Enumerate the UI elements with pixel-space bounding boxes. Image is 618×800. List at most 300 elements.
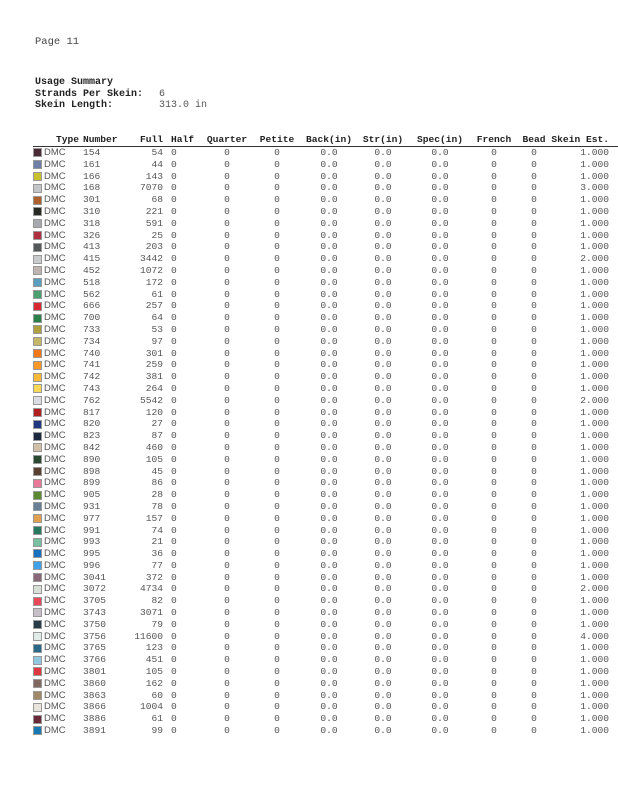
french-count: 0: [491, 430, 497, 442]
table-row: [33, 477, 618, 489]
thread-number: 3041: [83, 571, 107, 583]
bead-count: 0: [531, 194, 537, 206]
color-swatch-icon: [33, 726, 42, 735]
bead-count: 0: [531, 548, 537, 560]
color-swatch-icon: [33, 443, 42, 452]
straight-length: 0.0: [374, 205, 392, 217]
half-count: 0: [171, 536, 177, 548]
type-wrapper: [33, 336, 83, 348]
bead-count: 0: [531, 217, 537, 229]
half-count: 0: [171, 654, 177, 666]
half-count: 0: [171, 158, 177, 170]
thread-type: DMC: [44, 170, 66, 182]
color-swatch-icon: [33, 302, 42, 311]
french-count: 0: [491, 253, 497, 265]
french-count: 0: [491, 147, 497, 158]
bead-count: 0: [531, 347, 537, 359]
thread-type: DMC: [44, 453, 66, 465]
full-count: 123: [145, 642, 163, 654]
type-cell: [33, 607, 83, 619]
back-length: 0.0: [320, 430, 338, 442]
special-length: 0.0: [431, 524, 449, 536]
table-row: [33, 678, 618, 690]
french-count: 0: [491, 312, 497, 324]
skein-estimate: 1.000: [580, 524, 609, 536]
quarter-count: 0: [224, 583, 230, 595]
thread-type: DMC: [44, 323, 66, 335]
french-count: 0: [491, 300, 497, 312]
type-wrapper: [33, 418, 83, 430]
back-length: 0.0: [320, 182, 338, 194]
thread-type: DMC: [44, 642, 66, 654]
thread-number: 3072: [83, 583, 107, 595]
skein-estimate: 1.000: [580, 288, 609, 300]
bead-count: 0: [531, 666, 537, 678]
type-wrapper: [33, 513, 83, 525]
half-count: 0: [171, 229, 177, 241]
skein-estimate: 3.000: [580, 182, 609, 194]
color-swatch-icon: [33, 573, 42, 582]
skein-length-label: Skein Length:: [35, 100, 114, 111]
type-cell: [33, 725, 83, 737]
type-cell: [33, 159, 83, 171]
thread-type: DMC: [44, 583, 66, 595]
table-row: [33, 560, 618, 572]
quarter-count: 0: [224, 654, 230, 666]
bead-count: 0: [531, 430, 537, 442]
half-count: 0: [171, 571, 177, 583]
full-count: 44: [151, 158, 163, 170]
color-swatch-icon: [33, 420, 42, 429]
type-cell: [33, 654, 83, 666]
back-length: 0.0: [320, 725, 338, 737]
full-count: 77: [151, 559, 163, 571]
type-wrapper: [33, 182, 83, 194]
straight-length: 0.0: [374, 264, 392, 276]
special-length: 0.0: [431, 630, 449, 642]
straight-length: 0.0: [374, 170, 392, 182]
straight-length: 0.0: [374, 382, 392, 394]
half-count: 0: [171, 394, 177, 406]
special-length: 0.0: [431, 701, 449, 713]
type-cell: [33, 277, 83, 289]
bead-count: 0: [531, 595, 537, 607]
half-count: 0: [171, 465, 177, 477]
type-wrapper: [33, 572, 83, 584]
type-wrapper: [33, 489, 83, 501]
french-count: 0: [491, 406, 497, 418]
special-length: 0.0: [431, 347, 449, 359]
back-length: 0.0: [320, 559, 338, 571]
back-length: 0.0: [320, 489, 338, 501]
back-length: 0.0: [320, 642, 338, 654]
skein-estimate: 1.000: [580, 548, 609, 560]
type-wrapper: [33, 241, 83, 253]
thread-number: 3756: [83, 630, 107, 642]
thread-number: 666: [83, 300, 101, 312]
french-count: 0: [491, 441, 497, 453]
type-wrapper: [33, 678, 83, 690]
full-count: 74: [151, 524, 163, 536]
color-swatch-icon: [33, 408, 42, 417]
petite-count: 0: [274, 500, 280, 512]
petite-count: 0: [274, 276, 280, 288]
full-count: 11600: [134, 630, 163, 642]
special-length: 0.0: [431, 217, 449, 229]
type-cell: [33, 430, 83, 442]
petite-count: 0: [274, 347, 280, 359]
skein-estimate: 1.000: [580, 725, 609, 737]
french-count: 0: [491, 642, 497, 654]
skein-estimate: 1.000: [580, 147, 609, 158]
full-count: 143: [145, 170, 163, 182]
quarter-count: 0: [224, 335, 230, 347]
type-wrapper: [33, 230, 83, 242]
color-swatch-icon: [33, 667, 42, 676]
quarter-count: 0: [224, 713, 230, 725]
straight-length: 0.0: [374, 229, 392, 241]
type-wrapper: [33, 536, 83, 548]
table-row: [33, 642, 618, 654]
type-wrapper: [33, 289, 83, 301]
color-swatch-icon: [33, 231, 42, 240]
thread-type: DMC: [44, 559, 66, 571]
quarter-count: 0: [224, 512, 230, 524]
type-cell: [33, 466, 83, 478]
col-str: Str(in): [357, 134, 409, 147]
french-count: 0: [491, 394, 497, 406]
bead-count: 0: [531, 725, 537, 737]
french-count: 0: [491, 500, 497, 512]
full-count: 53: [151, 323, 163, 335]
special-length: 0.0: [431, 359, 449, 371]
petite-count: 0: [274, 217, 280, 229]
skein-estimate: 1.000: [580, 430, 609, 442]
type-wrapper: [33, 525, 83, 537]
bead-count: 0: [531, 288, 537, 300]
french-count: 0: [491, 371, 497, 383]
half-count: 0: [171, 382, 177, 394]
back-length: 0.0: [320, 300, 338, 312]
petite-count: 0: [274, 371, 280, 383]
table-row: [33, 289, 618, 301]
bead-count: 0: [531, 323, 537, 335]
back-length: 0.0: [320, 453, 338, 465]
col-french: French: [471, 134, 517, 147]
type-wrapper: [33, 383, 83, 395]
full-count: 3442: [139, 253, 163, 265]
back-length: 0.0: [320, 229, 338, 241]
thread-type: DMC: [44, 312, 66, 324]
table-row: [33, 572, 618, 584]
bead-count: 0: [531, 276, 537, 288]
page-number: Page 11: [35, 36, 80, 48]
back-length: 0.0: [320, 406, 338, 418]
table-row: [33, 466, 618, 478]
quarter-count: 0: [224, 359, 230, 371]
color-swatch-icon: [33, 656, 42, 665]
skein-estimate: 1.000: [580, 559, 609, 571]
color-swatch-icon: [33, 585, 42, 594]
skein-estimate: 1.000: [580, 441, 609, 453]
petite-count: 0: [274, 654, 280, 666]
col-back: Back(in): [301, 134, 357, 147]
half-count: 0: [171, 630, 177, 642]
type-cell: [33, 348, 83, 360]
straight-length: 0.0: [374, 465, 392, 477]
straight-length: 0.0: [374, 300, 392, 312]
petite-count: 0: [274, 559, 280, 571]
quarter-count: 0: [224, 158, 230, 170]
back-length: 0.0: [320, 500, 338, 512]
type-cell: [33, 407, 83, 419]
special-length: 0.0: [431, 512, 449, 524]
bead-count: 0: [531, 689, 537, 701]
thread-number: 842: [83, 441, 101, 453]
special-length: 0.0: [431, 689, 449, 701]
full-count: 203: [145, 241, 163, 253]
color-swatch-icon: [33, 337, 42, 346]
quarter-count: 0: [224, 194, 230, 206]
thread-type: DMC: [44, 441, 66, 453]
table-row: [33, 701, 618, 713]
table-row: [33, 230, 618, 242]
thread-type: DMC: [44, 689, 66, 701]
table-row: [33, 631, 618, 643]
col-number: Number: [83, 134, 127, 147]
thread-type: DMC: [44, 241, 66, 253]
bead-count: 0: [531, 654, 537, 666]
type-wrapper: [33, 631, 83, 643]
skein-estimate: 2.000: [580, 253, 609, 265]
straight-length: 0.0: [374, 477, 392, 489]
full-count: 86: [151, 477, 163, 489]
thread-number: 898: [83, 465, 101, 477]
quarter-count: 0: [224, 677, 230, 689]
quarter-count: 0: [224, 300, 230, 312]
thread-number: 977: [83, 512, 101, 524]
petite-count: 0: [274, 205, 280, 217]
back-length: 0.0: [320, 677, 338, 689]
skein-estimate: 1.000: [580, 465, 609, 477]
table-row: [33, 206, 618, 218]
usage-table: [33, 134, 618, 737]
special-length: 0.0: [431, 595, 449, 607]
color-swatch-icon: [33, 538, 42, 547]
french-count: 0: [491, 182, 497, 194]
thread-type: DMC: [44, 276, 66, 288]
thread-type: DMC: [44, 500, 66, 512]
full-count: 162: [145, 677, 163, 689]
french-count: 0: [491, 453, 497, 465]
bead-count: 0: [531, 382, 537, 394]
straight-length: 0.0: [374, 642, 392, 654]
special-length: 0.0: [431, 264, 449, 276]
bead-count: 0: [531, 264, 537, 276]
full-count: 87: [151, 430, 163, 442]
quarter-count: 0: [224, 371, 230, 383]
bead-count: 0: [531, 170, 537, 182]
thread-number: 820: [83, 418, 101, 430]
skein-estimate: 1.000: [580, 453, 609, 465]
thread-number: 3866: [83, 701, 107, 713]
straight-length: 0.0: [374, 666, 392, 678]
bead-count: 0: [531, 158, 537, 170]
back-length: 0.0: [320, 571, 338, 583]
french-count: 0: [491, 276, 497, 288]
thread-type: DMC: [44, 347, 66, 359]
petite-count: 0: [274, 583, 280, 595]
color-swatch-icon: [33, 691, 42, 700]
type-wrapper: [33, 560, 83, 572]
type-wrapper: [33, 583, 83, 595]
full-count: 451: [145, 654, 163, 666]
type-wrapper: [33, 595, 83, 607]
type-wrapper: [33, 371, 83, 383]
full-count: 78: [151, 500, 163, 512]
skein-estimate: 1.000: [580, 701, 609, 713]
bead-count: 0: [531, 300, 537, 312]
type-wrapper: [33, 265, 83, 277]
petite-count: 0: [274, 312, 280, 324]
thread-type: DMC: [44, 205, 66, 217]
skein-estimate: 1.000: [580, 312, 609, 324]
color-swatch-icon: [33, 703, 42, 712]
french-count: 0: [491, 335, 497, 347]
color-swatch-icon: [33, 219, 42, 228]
special-length: 0.0: [431, 229, 449, 241]
color-swatch-icon: [33, 396, 42, 405]
type-cell: [33, 300, 83, 312]
half-count: 0: [171, 170, 177, 182]
color-swatch-icon: [33, 455, 42, 464]
skein-estimate: 1.000: [580, 607, 609, 619]
color-swatch-icon: [33, 502, 42, 511]
type-cell: [33, 642, 83, 654]
petite-count: 0: [274, 666, 280, 678]
thread-number: 762: [83, 394, 101, 406]
half-count: 0: [171, 276, 177, 288]
special-length: 0.0: [431, 477, 449, 489]
straight-length: 0.0: [374, 347, 392, 359]
color-swatch-icon: [33, 349, 42, 358]
table-row: [33, 690, 618, 702]
petite-count: 0: [274, 642, 280, 654]
color-swatch-icon: [33, 432, 42, 441]
type-wrapper: [33, 206, 83, 218]
special-length: 0.0: [431, 418, 449, 430]
quarter-count: 0: [224, 418, 230, 430]
full-count: 64: [151, 312, 163, 324]
half-count: 0: [171, 524, 177, 536]
type-cell: [33, 701, 83, 713]
french-count: 0: [491, 205, 497, 217]
quarter-count: 0: [224, 253, 230, 265]
straight-length: 0.0: [374, 418, 392, 430]
french-count: 0: [491, 489, 497, 501]
thread-type: DMC: [44, 359, 66, 371]
special-length: 0.0: [431, 548, 449, 560]
full-count: 301: [145, 347, 163, 359]
special-length: 0.0: [431, 453, 449, 465]
half-count: 0: [171, 512, 177, 524]
french-count: 0: [491, 618, 497, 630]
col-spec: Spec(in): [409, 134, 471, 147]
type-wrapper: [33, 477, 83, 489]
half-count: 0: [171, 477, 177, 489]
back-length: 0.0: [320, 347, 338, 359]
petite-count: 0: [274, 147, 280, 158]
thread-type: DMC: [44, 512, 66, 524]
petite-count: 0: [274, 253, 280, 265]
quarter-count: 0: [224, 666, 230, 678]
type-cell: [33, 218, 83, 230]
french-count: 0: [491, 465, 497, 477]
thread-number: 154: [83, 147, 101, 158]
back-length: 0.0: [320, 689, 338, 701]
french-count: 0: [491, 477, 497, 489]
back-length: 0.0: [320, 288, 338, 300]
french-count: 0: [491, 241, 497, 253]
special-length: 0.0: [431, 500, 449, 512]
half-count: 0: [171, 559, 177, 571]
skein-estimate: 1.000: [580, 371, 609, 383]
col-type: Type: [33, 134, 83, 147]
bead-count: 0: [531, 571, 537, 583]
type-wrapper: [33, 713, 83, 725]
full-count: 172: [145, 276, 163, 288]
thread-number: 993: [83, 536, 101, 548]
special-length: 0.0: [431, 571, 449, 583]
special-length: 0.0: [431, 666, 449, 678]
type-wrapper: [33, 194, 83, 206]
french-count: 0: [491, 725, 497, 737]
petite-count: 0: [274, 548, 280, 560]
bead-count: 0: [531, 371, 537, 383]
thread-number: 3886: [83, 713, 107, 725]
type-cell: [33, 395, 83, 407]
half-count: 0: [171, 642, 177, 654]
thread-number: 326: [83, 229, 101, 241]
bead-count: 0: [531, 583, 537, 595]
petite-count: 0: [274, 701, 280, 713]
table-row: [33, 619, 618, 631]
special-length: 0.0: [431, 170, 449, 182]
half-count: 0: [171, 147, 177, 158]
type-cell: [33, 359, 83, 371]
back-length: 0.0: [320, 477, 338, 489]
french-count: 0: [491, 654, 497, 666]
quarter-count: 0: [224, 465, 230, 477]
special-length: 0.0: [431, 489, 449, 501]
back-length: 0.0: [320, 170, 338, 182]
thread-number: 817: [83, 406, 101, 418]
special-length: 0.0: [431, 158, 449, 170]
straight-length: 0.0: [374, 524, 392, 536]
french-count: 0: [491, 229, 497, 241]
back-length: 0.0: [320, 630, 338, 642]
type-cell: [33, 489, 83, 501]
thread-number: 3743: [83, 607, 107, 619]
french-count: 0: [491, 548, 497, 560]
full-count: 372: [145, 571, 163, 583]
full-count: 28: [151, 489, 163, 501]
half-count: 0: [171, 430, 177, 442]
petite-count: 0: [274, 170, 280, 182]
petite-count: 0: [274, 536, 280, 548]
back-length: 0.0: [320, 194, 338, 206]
french-count: 0: [491, 323, 497, 335]
